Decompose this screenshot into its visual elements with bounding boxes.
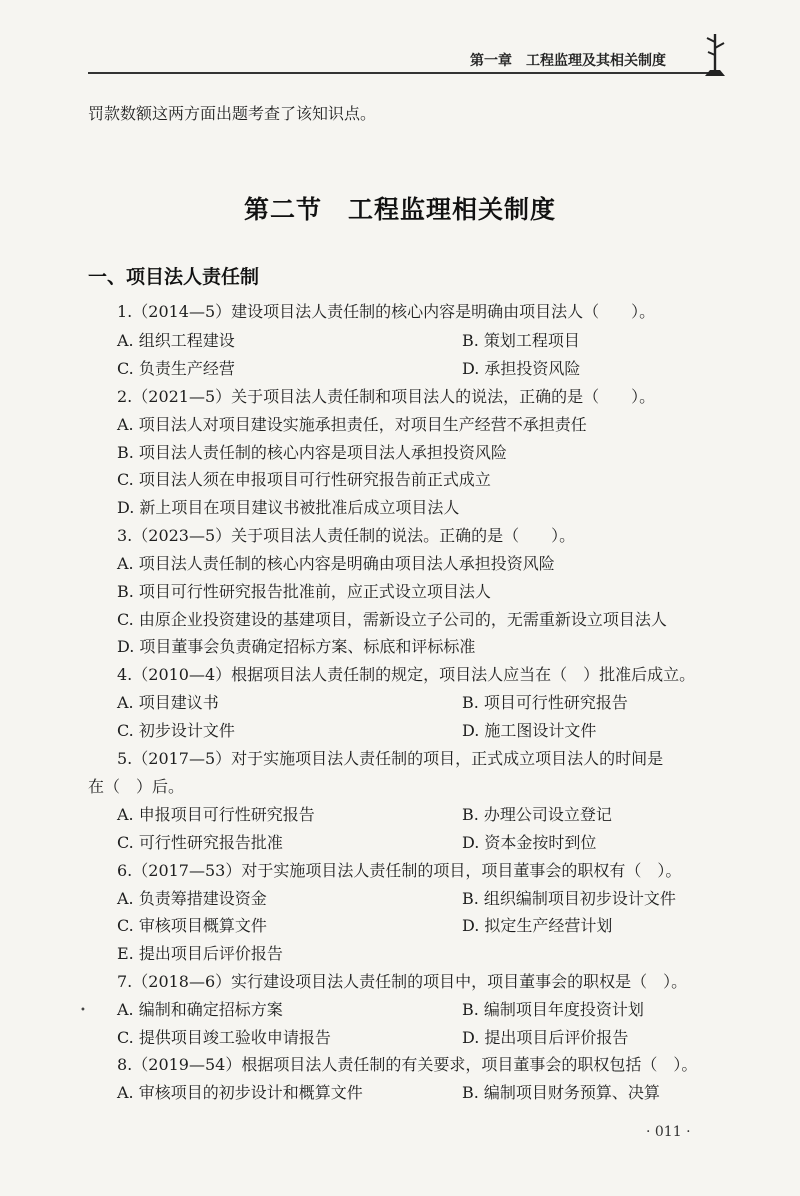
option: A. 项目法人对项目建设实施承担责任，对项目生产经营不承担责任 xyxy=(117,415,587,434)
option: A. 申报项目可行性研究报告 xyxy=(117,805,315,824)
option: C. 审核项目概算文件 xyxy=(117,916,267,935)
candle-tree-icon xyxy=(700,32,730,78)
question-stem: 4.（2010—4）根据项目法人责任制的规定，项目法人应当在（ ）批准后成立。 xyxy=(117,665,696,684)
option: B. 编制项目年度投资计划 xyxy=(462,1000,644,1019)
option: C. 负责生产经营 xyxy=(117,359,235,378)
question-stem: 2.（2021—5）关于项目法人责任制和项目法人的说法，正确的是（ ）。 xyxy=(117,387,656,406)
chapter-number: 第一章 xyxy=(470,53,512,69)
option: D. 资本金按时到位 xyxy=(462,833,597,852)
option: D. 拟定生产经营计划 xyxy=(462,916,613,935)
option: A. 项目法人责任制的核心内容是明确由项目法人承担投资风险 xyxy=(117,554,555,573)
option: D. 承担投资风险 xyxy=(462,359,581,378)
option: D. 新上项目在项目建议书被批准后成立项目法人 xyxy=(117,498,460,517)
option: A. 编制和确定招标方案 xyxy=(117,1000,283,1019)
option: A. 组织工程建设 xyxy=(117,331,235,350)
option: D. 提出项目后评价报告 xyxy=(462,1028,629,1047)
question-stem: 5.（2017—5）对于实施项目法人责任制的项目，正式成立项目法人的时间是 xyxy=(117,749,664,768)
option: A. 负责筹措建设资金 xyxy=(117,889,267,908)
subsection-title: 一、项目法人责任制 xyxy=(88,266,260,288)
option: B. 办理公司设立登记 xyxy=(462,805,612,824)
option: A. 审核项目的初步设计和概算文件 xyxy=(117,1083,363,1102)
question-stem: 6.（2017—53）对于实施项目法人责任制的项目，项目董事会的职权有（ ）。 xyxy=(117,861,682,880)
option: A. 项目建议书 xyxy=(117,693,219,712)
option: C. 项目法人须在申报项目可行性研究报告前正式成立 xyxy=(117,470,491,489)
option: D. 项目董事会负责确定招标方案、标底和评标标准 xyxy=(117,637,476,656)
option: C. 初步设计文件 xyxy=(117,721,235,740)
chapter-title: 工程监理及其相关制度 xyxy=(526,53,666,69)
page-number: · 011 · xyxy=(646,1124,691,1140)
question-stem: 8.（2019—54）根据项目法人责任制的有关要求，项目董事会的职权包括（ ）。 xyxy=(117,1055,698,1074)
question-stem: 1.（2014—5）建设项目法人责任制的核心内容是明确由项目法人（ ）。 xyxy=(117,302,656,321)
question-stem: 3.（2023—5）关于项目法人责任制的说法。正确的是（ ）。 xyxy=(117,526,576,545)
option: B. 项目可行性研究报告 xyxy=(462,693,628,712)
section-name: 工程监理相关制度 xyxy=(348,195,557,224)
option: B. 组织编制项目初步设计文件 xyxy=(462,889,676,908)
option: C. 由原企业投资建设的基建项目，需新设立子公司的，无需重新设立项目法人 xyxy=(117,610,667,629)
option: C. 可行性研究报告批准 xyxy=(117,833,283,852)
option: B. 策划工程项目 xyxy=(462,331,580,350)
option: E. 提出项目后评价报告 xyxy=(117,944,283,963)
margin-mark: • xyxy=(80,1005,86,1016)
section-title xyxy=(0,190,800,226)
header-rule xyxy=(88,72,710,74)
question-stem-continued: 在（ ）后。 xyxy=(88,777,185,796)
section-number: 第二节 xyxy=(243,195,322,224)
intro-paragraph: 罚款数额这两方面出题考查了该知识点。 xyxy=(88,104,377,123)
option: C. 提供项目竣工验收申请报告 xyxy=(117,1028,331,1047)
option: B. 项目法人责任制的核心内容是项目法人承担投资风险 xyxy=(117,443,507,462)
option: B. 项目可行性研究报告批准前，应正式设立项目法人 xyxy=(117,582,491,601)
running-header xyxy=(470,50,700,70)
option: B. 编制项目财务预算、决算 xyxy=(462,1083,660,1102)
question-stem: 7.（2018—6）实行建设项目法人责任制的项目中，项目董事会的职权是（ ）。 xyxy=(117,972,688,991)
option: D. 施工图设计文件 xyxy=(462,721,597,740)
